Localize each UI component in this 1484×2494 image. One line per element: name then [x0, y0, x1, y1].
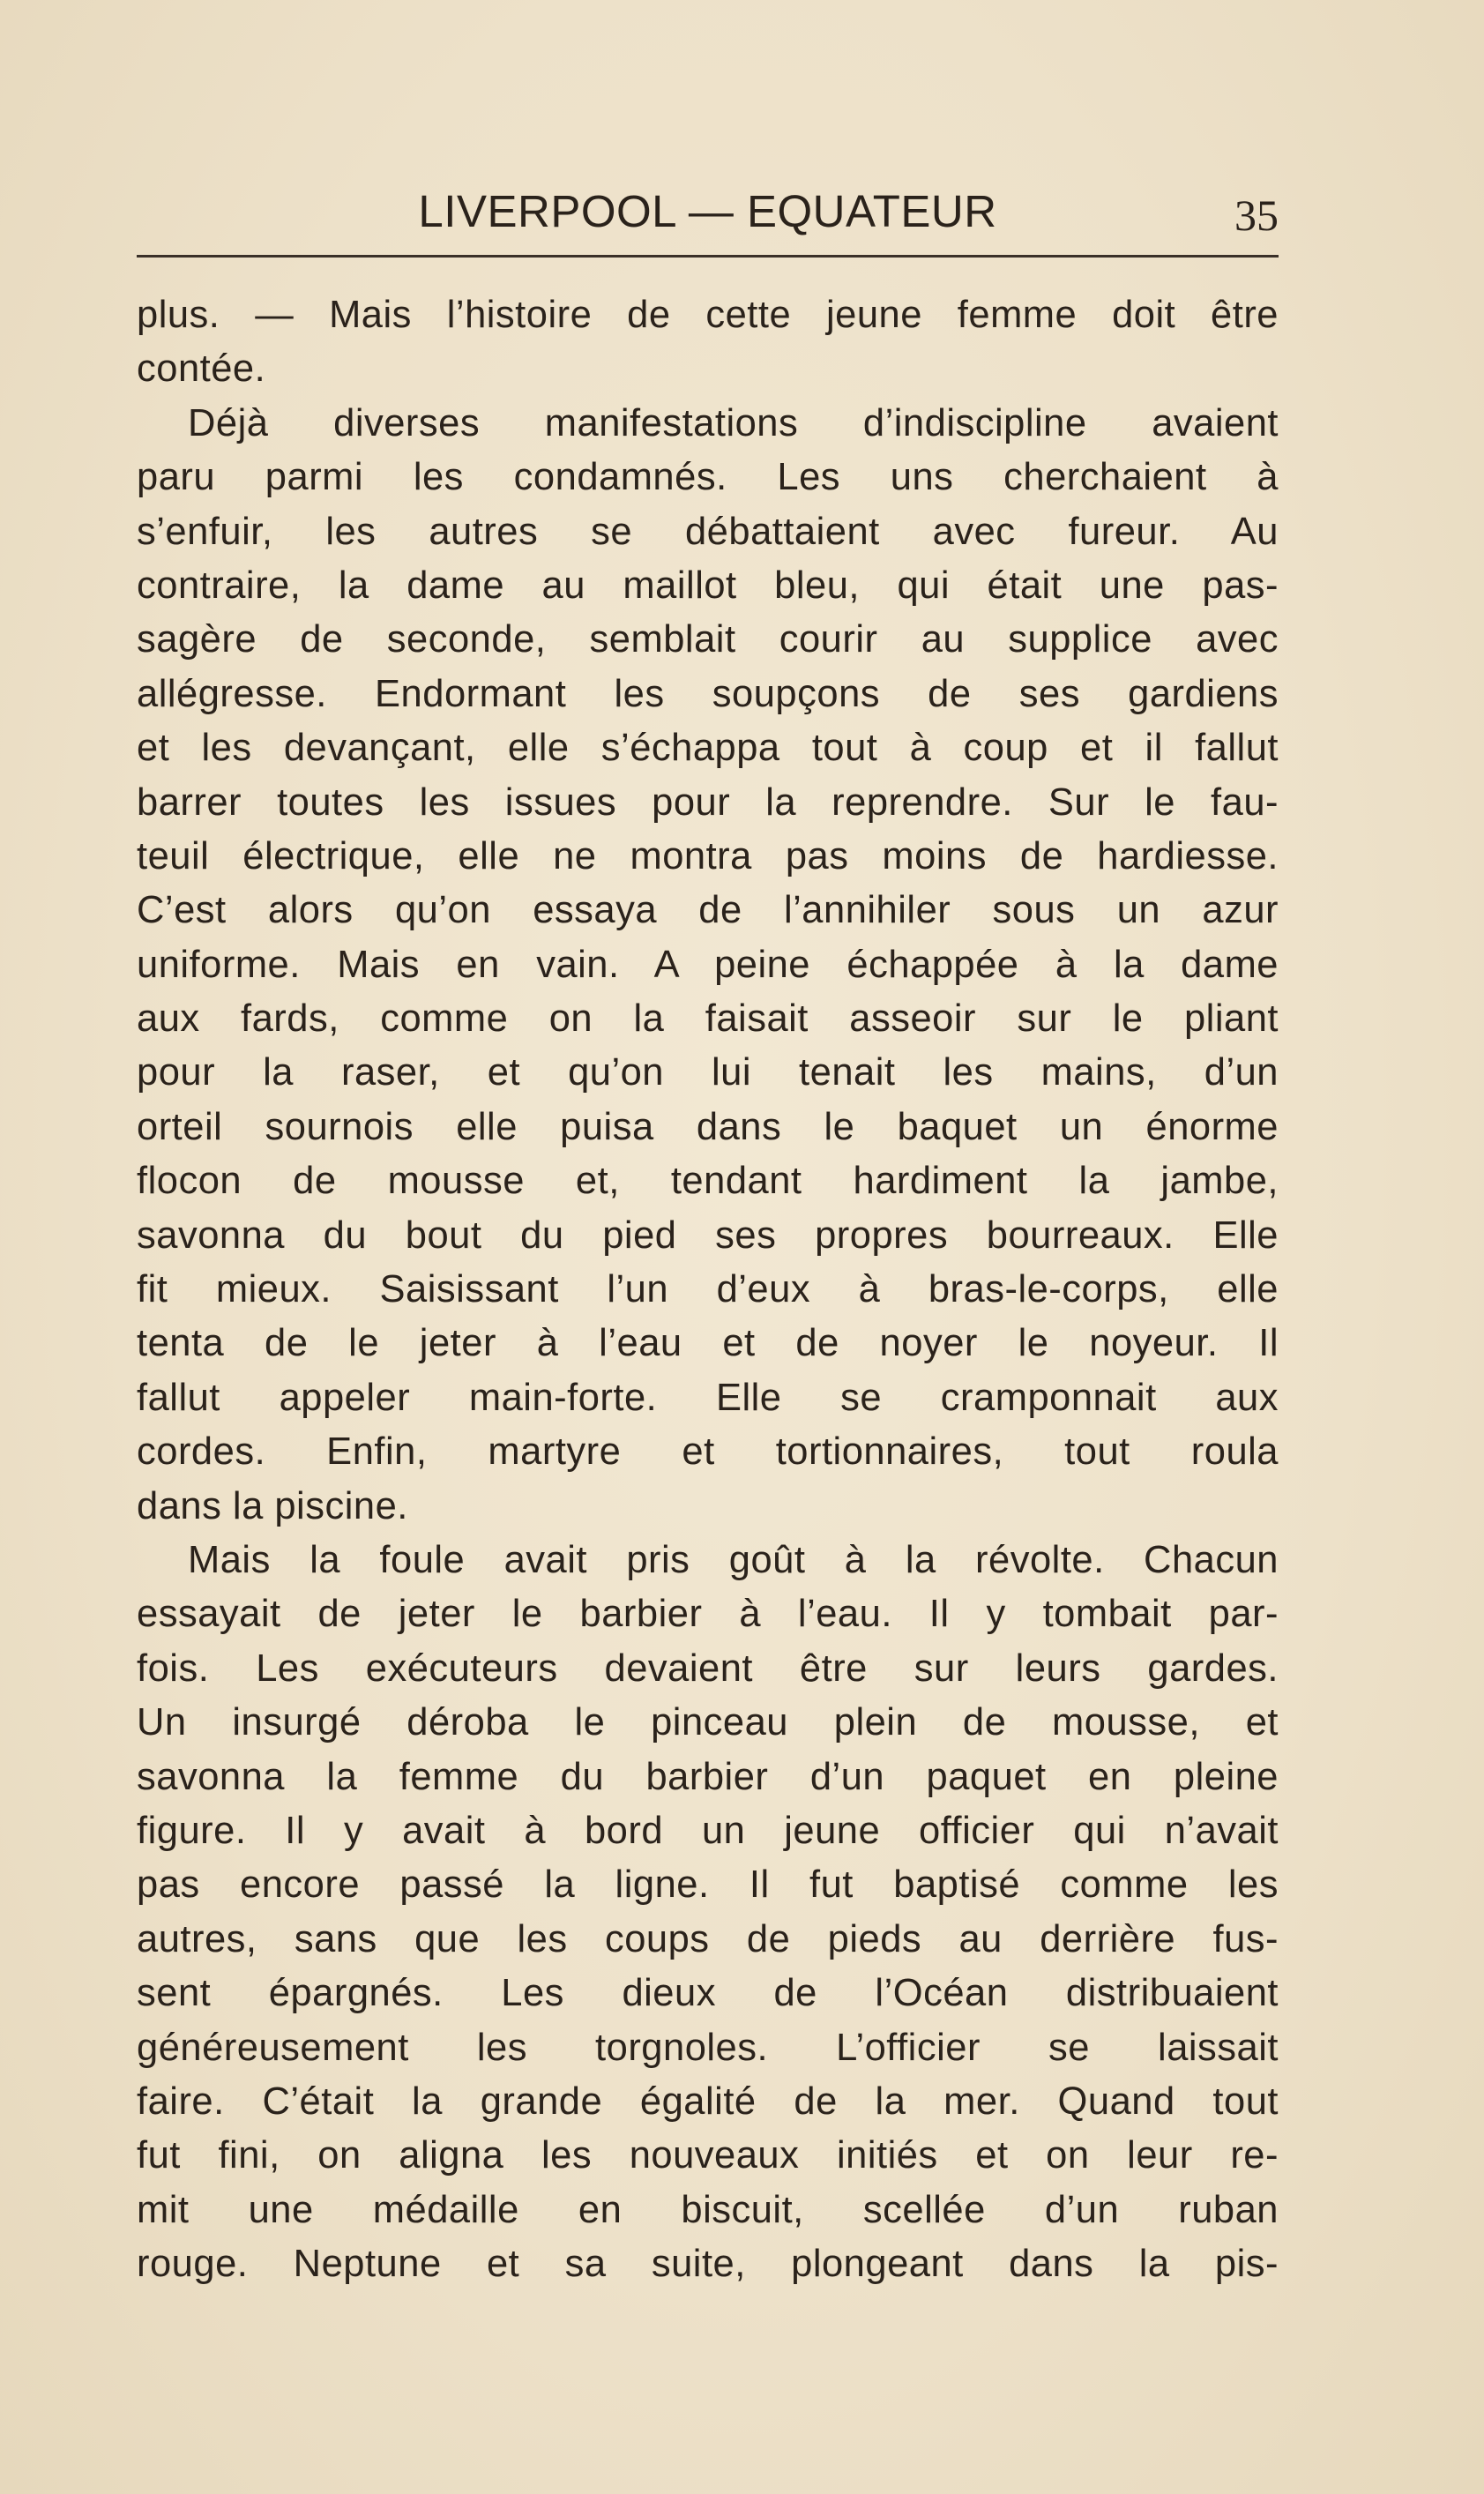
- text-line: s’enfuir, les autres se débattaient avec fureur. Au: [137, 510, 1279, 553]
- text-line: pas encore passé la ligne. Il fut baptisé comme les: [137, 1863, 1279, 1907]
- text-line: figure. Il y avait à bord un jeune officier qui n’avait: [137, 1809, 1279, 1852]
- text-line: flocon de mousse et, tendant hardiment la jambe,: [137, 1160, 1279, 1203]
- text-line: orteil sournois elle puisa dans le baquet un énorme: [137, 1105, 1279, 1148]
- text-line: Mais la foule avait pris goût à la révolte. Chacun: [188, 1538, 1279, 1581]
- text-line: uniforme. Mais en vain. A peine échappée à la dame: [137, 943, 1279, 986]
- text-line: contée.: [137, 347, 266, 391]
- text-line: généreusement les torgnoles. L’officier se laissait: [137, 2026, 1279, 2069]
- text-line: teuil électrique, elle ne montra pas moins de hardiesse.: [137, 834, 1279, 877]
- text-line: aux fards, comme on la faisait asseoir sur le pliant: [137, 997, 1279, 1041]
- text-line: allégresse. Endormant les soupçons de ses gardiens: [137, 672, 1279, 715]
- text-line: Un insurgé déroba le pinceau plein de mousse, et: [137, 1701, 1279, 1744]
- text-line: pour la raser, et qu’on lui tenait les mains, d’un: [137, 1051, 1279, 1094]
- running-title: LIVERPOOL — EQUATEUR: [418, 186, 997, 236]
- text-line: dans la piscine.: [137, 1484, 408, 1527]
- text-line: sagère de seconde, semblait courir au supplice avec: [137, 618, 1279, 661]
- text-line: essayait de jeter le barbier à l’eau. Il y tombait par-: [137, 1593, 1279, 1636]
- text-line: savonna la femme du barbier d’un paquet en pleine: [137, 1755, 1279, 1798]
- text-line: et les devançant, elle s’échappa tout à coup et il fallut: [137, 727, 1279, 770]
- text-line: cordes. Enfin, martyre et tortionnaires, tout roula: [137, 1430, 1279, 1474]
- text-line: fois. Les exécuteurs devaient être sur leurs gardes.: [137, 1646, 1279, 1690]
- text-line: tenta de le jeter à l’eau et de noyer le noyeur. Il: [137, 1322, 1279, 1365]
- text-line: paru parmi les condamnés. Les uns cherchaient à: [137, 456, 1279, 499]
- text-line: faire. C’était la grande égalité de la mer. Quand tout: [137, 2080, 1279, 2123]
- body-text: [137, 288, 1279, 2291]
- text-line: barrer toutes les issues pour la reprendre. Sur le fau-: [137, 780, 1279, 824]
- text-line: savonna du bout du pied ses propres bourreaux. Elle: [137, 1213, 1279, 1257]
- page-number: 35: [1234, 190, 1279, 240]
- text-line: C’est alors qu’on essaya de l’annihiler sous un azur: [137, 889, 1279, 932]
- text-line: plus. — Mais l’histoire de cette jeune femme doit être: [137, 294, 1279, 336]
- text-line: rouge. Neptune et sa suite, plongeant dans la pis-: [137, 2243, 1279, 2286]
- text-line: fut fini, on aligna les nouveaux initiés et on leur re-: [137, 2134, 1279, 2177]
- text-line: autres, sans que les coups de pieds au derrière fus-: [137, 1917, 1279, 1960]
- text-line: sent épargnés. Les dieux de l’Océan distribuaient: [137, 1972, 1279, 2015]
- text-line: fallut appeler main-forte. Elle se cramponnait aux: [137, 1376, 1279, 1419]
- text-line: fit mieux. Saisissant l’un d’eux à bras-le-corps, elle: [137, 1268, 1279, 1311]
- header-rule: [137, 255, 1279, 258]
- running-head: [137, 181, 1279, 243]
- text-line: contraire, la dame au maillot bleu, qui était une pas-: [137, 564, 1279, 607]
- text-line: Déjà diverses manifestations d’indiscipline avaient: [188, 401, 1279, 444]
- text-line: mit une médaille en biscuit, scellée d’un ruban: [137, 2188, 1279, 2231]
